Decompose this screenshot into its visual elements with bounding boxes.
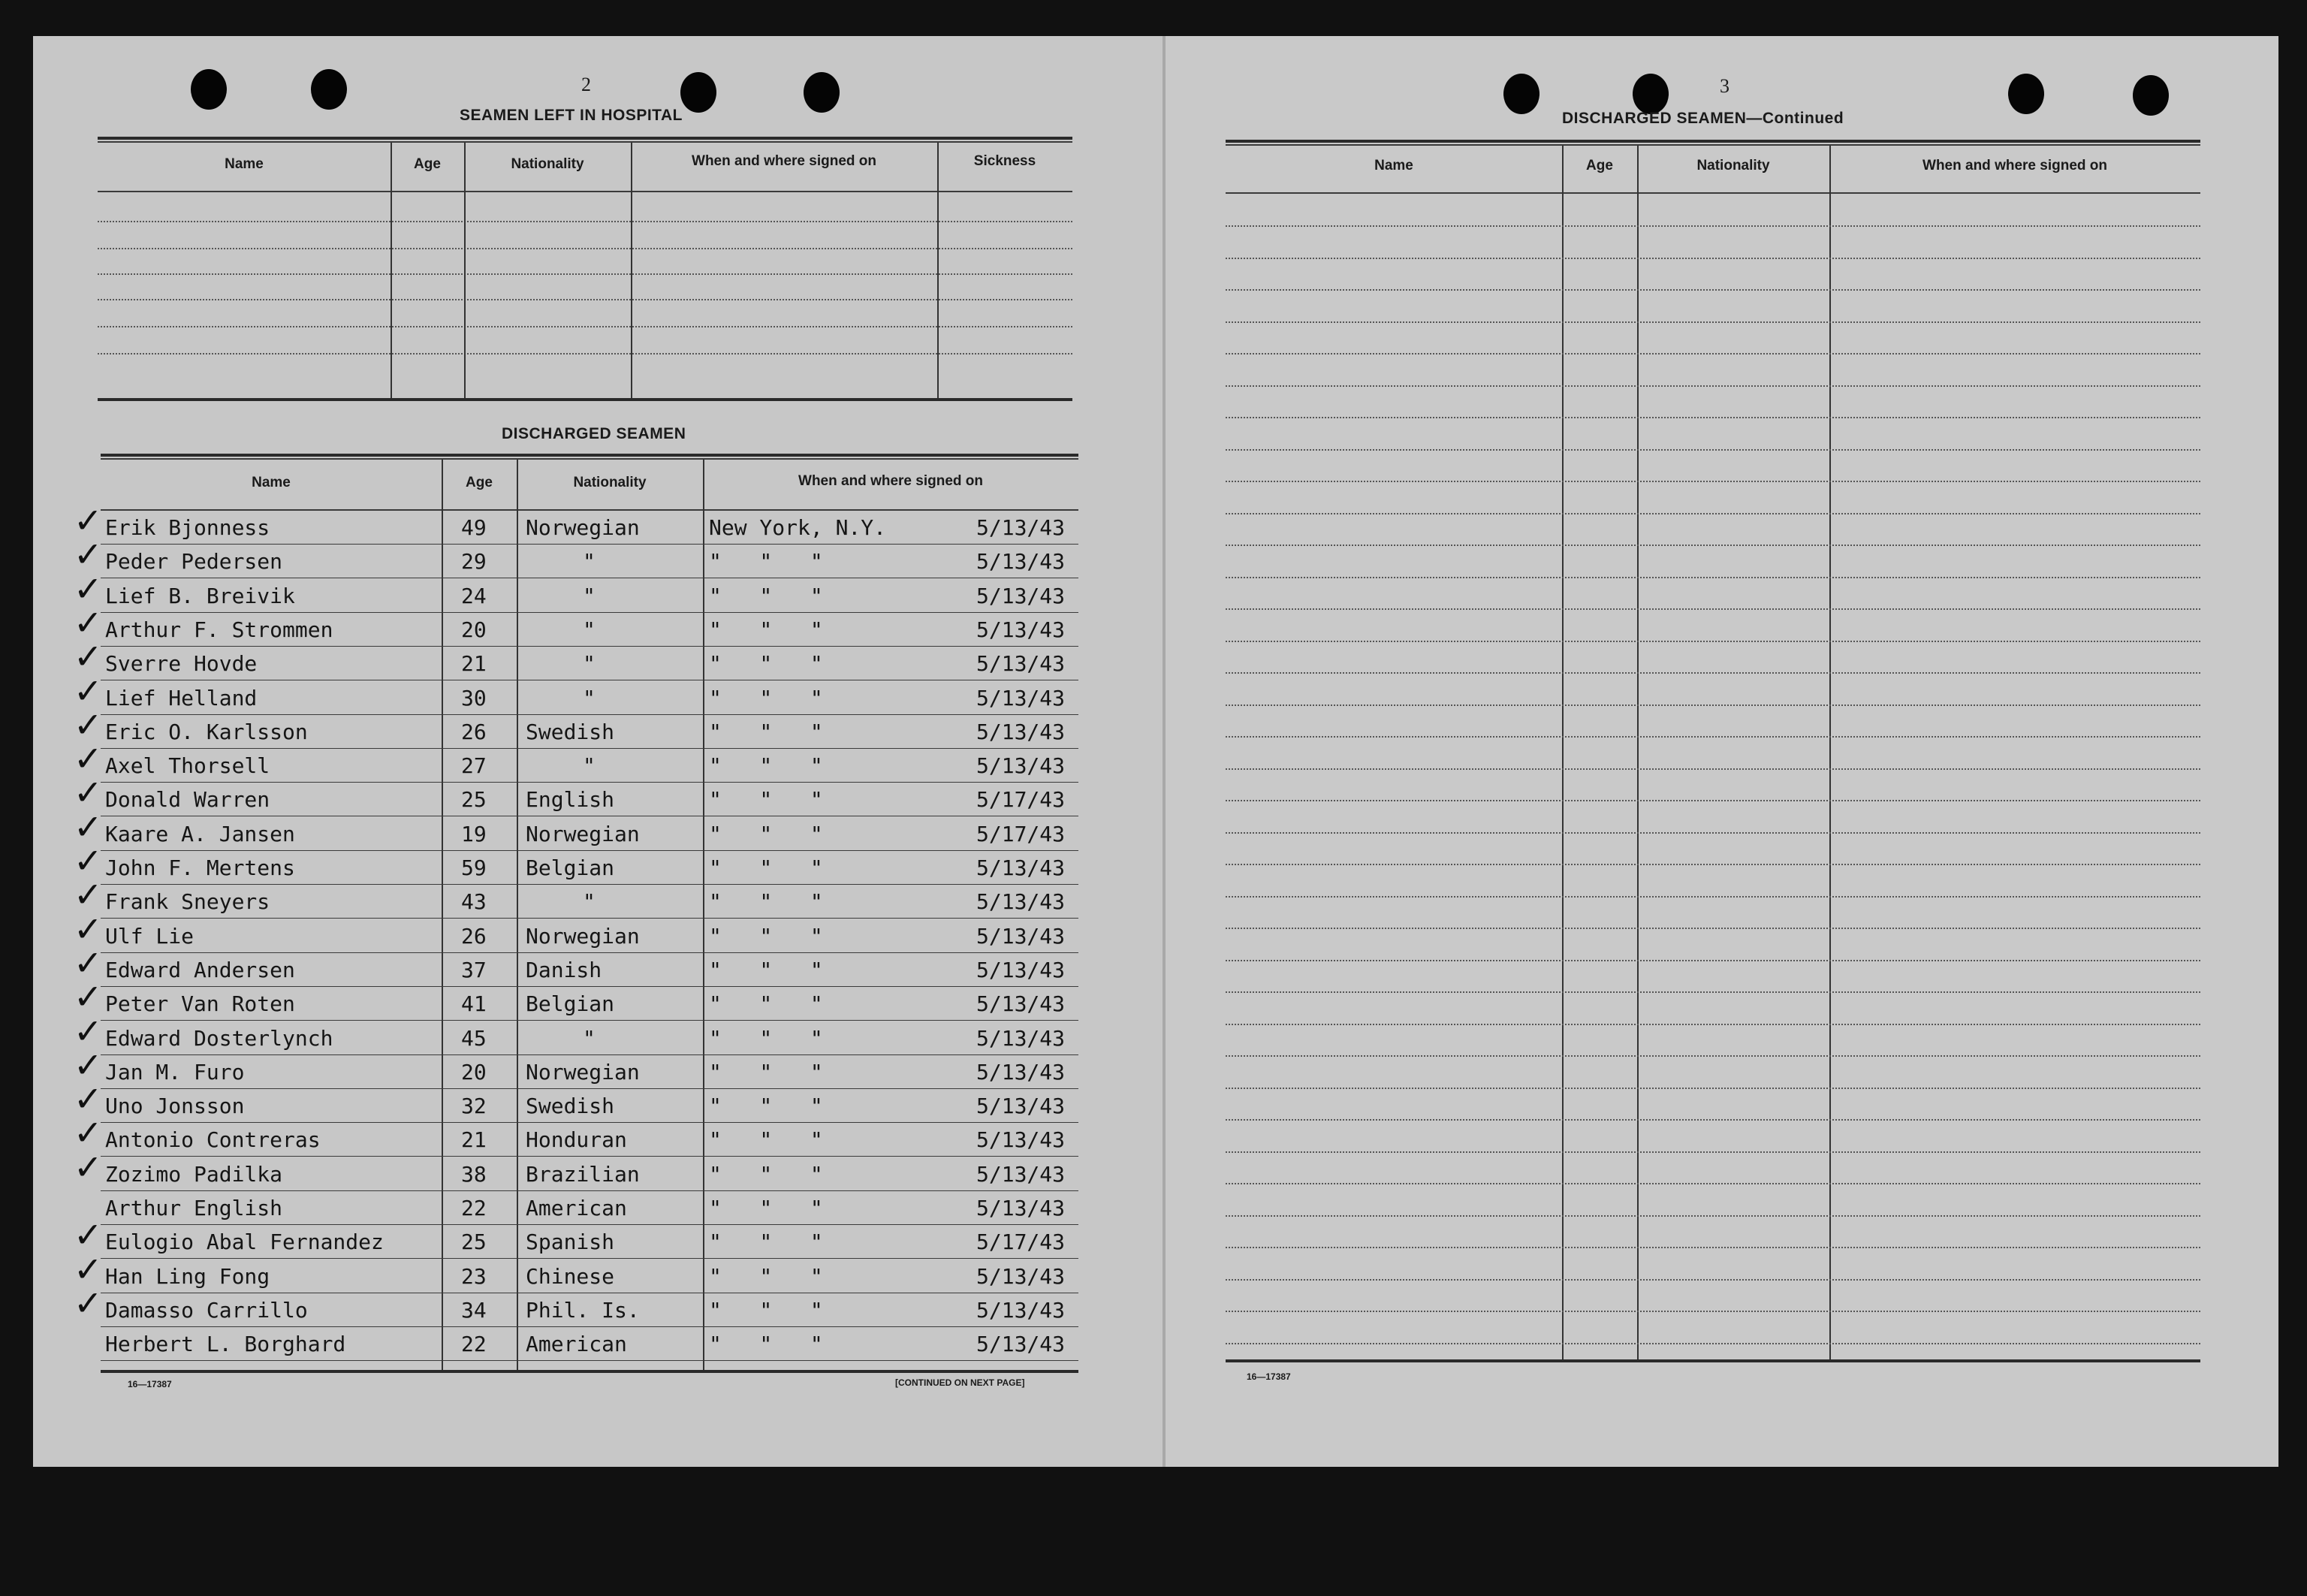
- seaman-name: Eric O. Karlsson: [105, 720, 308, 744]
- seaman-name: Eulogio Abal Fernandez: [105, 1229, 384, 1254]
- check-mark-icon: ✓: [74, 1011, 103, 1051]
- seaman-signed-on-date: 5/13/43: [976, 651, 1066, 676]
- seaman-signed-on-date: 5/13/43: [976, 1196, 1066, 1220]
- seaman-row: [0, 874, 1081, 920]
- table-rule: [98, 137, 1072, 140]
- table-rule: [101, 509, 1078, 511]
- entry-line: [1226, 1311, 2200, 1312]
- seaman-signed-on-place: " " ": [709, 924, 823, 949]
- check-mark-icon: ✓: [74, 671, 103, 711]
- seaman-signed-on-place: " " ": [709, 720, 823, 744]
- form-number: 16—17387: [1247, 1371, 1291, 1382]
- entry-line: [1226, 800, 2200, 801]
- check-mark-icon: ✓: [74, 874, 103, 915]
- seaman-signed-on-date: 5/13/43: [976, 584, 1066, 608]
- seaman-signed-on-date: 5/13/43: [976, 686, 1066, 711]
- seaman-row: [0, 602, 1081, 648]
- seaman-age: 19: [461, 822, 487, 846]
- row-rule: [101, 850, 1078, 851]
- seaman-age: 59: [461, 855, 487, 880]
- seaman-nationality: Norwegian: [526, 1060, 640, 1085]
- seaman-age: 37: [461, 958, 487, 982]
- seaman-signed-on-place: " " ": [709, 686, 823, 711]
- seaman-age: 34: [461, 1298, 487, 1323]
- punch-hole: [2008, 74, 2044, 114]
- seaman-row: [0, 534, 1081, 580]
- punch-hole: [804, 72, 840, 113]
- table-rule: [98, 398, 1072, 401]
- punch-hole: [191, 69, 227, 110]
- seaman-nationality: Honduran: [526, 1127, 627, 1152]
- seaman-nationality: Danish: [526, 958, 602, 982]
- row-rule: [101, 1190, 1078, 1191]
- seaman-signed-on-place: " " ": [709, 1196, 823, 1220]
- seaman-row: [0, 1011, 1081, 1057]
- seaman-signed-on-date: 5/13/43: [976, 1127, 1066, 1152]
- row-rule: [101, 1156, 1078, 1157]
- entry-line: [1226, 481, 2200, 482]
- right-page: [1164, 36, 2278, 1467]
- check-mark-icon: ✓: [74, 738, 103, 779]
- check-mark-icon: ✓: [74, 943, 103, 983]
- seaman-row: [0, 1112, 1081, 1158]
- seaman-nationality: ": [583, 617, 596, 642]
- entry-line: [1226, 1088, 2200, 1089]
- entry-line: [1226, 577, 2200, 578]
- row-rule: [101, 1326, 1078, 1327]
- seaman-name: Edward Andersen: [105, 958, 295, 982]
- seaman-age: 25: [461, 787, 487, 812]
- column-divider: [464, 143, 466, 398]
- continued-header-age: Age: [1586, 158, 1613, 173]
- check-mark-icon: ✓: [74, 704, 103, 745]
- seaman-age: 20: [461, 617, 487, 642]
- seaman-nationality: Norwegian: [526, 515, 640, 540]
- seaman-age: 43: [461, 889, 487, 914]
- seaman-nationality: ": [583, 889, 596, 914]
- seaman-row: [0, 704, 1081, 750]
- seaman-nationality: Belgian: [526, 855, 615, 880]
- seaman-age: 22: [461, 1332, 487, 1356]
- hospital-header-age: Age: [414, 156, 441, 172]
- seaman-signed-on-date: 5/17/43: [976, 822, 1066, 846]
- discharged-header-age: Age: [466, 475, 493, 490]
- entry-line: [98, 299, 1072, 300]
- seaman-signed-on-place: " " ": [709, 549, 823, 574]
- seaman-row: [0, 909, 1081, 955]
- table-rule: [98, 191, 1072, 192]
- seaman-name: Antonio Contreras: [105, 1127, 321, 1152]
- seaman-age: 27: [461, 753, 487, 778]
- seaman-age: 45: [461, 1026, 487, 1051]
- seaman-signed-on-date: 5/13/43: [976, 991, 1066, 1016]
- table-rule: [101, 1370, 1078, 1373]
- row-rule: [101, 1360, 1078, 1361]
- seaman-age: 20: [461, 1060, 487, 1085]
- entry-line: [98, 221, 1072, 222]
- seaman-age: 22: [461, 1196, 487, 1220]
- page-number: 2: [581, 74, 591, 95]
- seaman-signed-on-place: " " ": [709, 991, 823, 1016]
- entry-line: [1226, 608, 2200, 610]
- seaman-name: Uno Jonsson: [105, 1094, 245, 1118]
- column-divider: [1637, 146, 1639, 1361]
- discharged-header-nationality: Nationality: [573, 475, 647, 490]
- entry-line: [1226, 258, 2200, 259]
- discharged-header-signed-on: When and where signed on: [798, 473, 983, 489]
- entry-line: [1226, 672, 2200, 674]
- table-rule: [1226, 1359, 2200, 1362]
- seaman-name: Lief B. Breivik: [105, 584, 295, 608]
- seaman-name: Jan M. Furo: [105, 1060, 245, 1085]
- seaman-nationality: English: [526, 787, 615, 812]
- entry-line: [1226, 225, 2200, 227]
- table-rule: [101, 458, 1078, 460]
- column-divider: [937, 143, 939, 398]
- entry-line: [1226, 832, 2200, 834]
- check-mark-icon: ✓: [74, 909, 103, 949]
- seaman-signed-on-place: " " ": [709, 822, 823, 846]
- seaman-signed-on-date: 5/13/43: [976, 617, 1066, 642]
- continued-note: [CONTINUED ON NEXT PAGE]: [895, 1377, 1025, 1388]
- entry-line: [1226, 1119, 2200, 1121]
- seaman-row: [0, 671, 1081, 717]
- seaman-signed-on-place: " " ": [709, 651, 823, 676]
- seaman-name: Peter Van Roten: [105, 991, 295, 1016]
- discharged-section-title: DISCHARGED SEAMEN: [502, 425, 686, 442]
- page-number: 3: [1720, 75, 1729, 97]
- continued-header-name: Name: [1374, 158, 1413, 173]
- seaman-age: 21: [461, 651, 487, 676]
- seaman-row: [0, 636, 1081, 682]
- column-divider: [631, 143, 632, 398]
- seaman-signed-on-date: 5/13/43: [976, 1094, 1066, 1118]
- check-mark-icon: ✓: [74, 602, 103, 643]
- check-mark-icon: ✓: [74, 1249, 103, 1290]
- check-mark-icon: ✓: [74, 569, 103, 609]
- entry-line: [1226, 385, 2200, 387]
- seaman-row: [0, 772, 1081, 818]
- check-mark-icon: ✓: [74, 772, 103, 813]
- seaman-row: [0, 1045, 1081, 1091]
- entry-line: [1226, 864, 2200, 865]
- entry-line: [1226, 321, 2200, 323]
- seaman-signed-on-place: " " ": [709, 617, 823, 642]
- punch-hole: [680, 72, 716, 113]
- seaman-row: [0, 1329, 1081, 1362]
- entry-line: [1226, 704, 2200, 706]
- seaman-nationality: ": [583, 753, 596, 778]
- row-rule: [101, 714, 1078, 715]
- discharged-header-name: Name: [252, 475, 291, 490]
- seaman-age: 30: [461, 686, 487, 711]
- seaman-signed-on-place: " " ": [709, 1298, 823, 1323]
- entry-line: [1226, 641, 2200, 642]
- entry-line: [98, 353, 1072, 354]
- seaman-signed-on-place: " " ": [709, 1264, 823, 1289]
- seaman-row: [0, 1283, 1081, 1329]
- seaman-signed-on-place: " " ": [709, 958, 823, 982]
- seaman-signed-on-place: New York, N.Y.: [709, 515, 887, 540]
- entry-line: [1226, 513, 2200, 514]
- seaman-name: Erik Bjonness: [105, 515, 270, 540]
- seaman-signed-on-date: 5/13/43: [976, 1162, 1066, 1187]
- seaman-age: 23: [461, 1264, 487, 1289]
- seaman-row: [0, 1193, 1081, 1226]
- seaman-row: [0, 976, 1081, 1022]
- entry-line: [1226, 1279, 2200, 1281]
- column-divider: [1829, 146, 1831, 1361]
- seaman-signed-on-date: 5/13/43: [976, 1332, 1066, 1356]
- check-mark-icon: ✓: [74, 1079, 103, 1119]
- seaman-nationality: American: [526, 1196, 627, 1220]
- seaman-name: Arthur English: [105, 1196, 283, 1220]
- seaman-signed-on-date: 5/13/43: [976, 924, 1066, 949]
- check-mark-icon: ✓: [74, 1147, 103, 1187]
- hospital-header-signed-on: When and where signed on: [692, 153, 876, 169]
- check-mark-icon: ✓: [74, 1112, 103, 1153]
- seaman-nationality: Phil. Is.: [526, 1298, 640, 1323]
- row-rule: [101, 1020, 1078, 1021]
- row-rule: [101, 646, 1078, 647]
- seaman-name: John F. Mertens: [105, 855, 295, 880]
- entry-line: [1226, 928, 2200, 929]
- form-number: 16—17387: [128, 1379, 172, 1389]
- seaman-row: [0, 569, 1081, 614]
- seaman-nationality: ": [583, 549, 596, 574]
- check-mark-icon: ✓: [74, 840, 103, 881]
- seaman-row: [0, 840, 1081, 886]
- seaman-nationality: ": [583, 1026, 596, 1051]
- row-rule: [101, 986, 1078, 987]
- column-divider: [1562, 146, 1564, 1361]
- seaman-row: [0, 738, 1081, 784]
- continued-section-title: DISCHARGED SEAMEN—Continued: [1562, 110, 1844, 127]
- seaman-name: Herbert L. Borghard: [105, 1332, 346, 1356]
- page-fold: [1163, 36, 1166, 1467]
- seaman-name: Frank Sneyers: [105, 889, 270, 914]
- hospital-section-title: SEAMEN LEFT IN HOSPITAL: [460, 107, 683, 124]
- seaman-name: Kaare A. Jansen: [105, 822, 295, 846]
- entry-line: [1226, 1024, 2200, 1025]
- seaman-row: [0, 943, 1081, 988]
- seaman-signed-on-date: 5/17/43: [976, 787, 1066, 812]
- entry-line: [1226, 1343, 2200, 1344]
- check-mark-icon: ✓: [74, 1214, 103, 1255]
- seaman-age: 49: [461, 515, 487, 540]
- seaman-name: Sverre Hovde: [105, 651, 258, 676]
- seaman-signed-on-date: 5/13/43: [976, 515, 1066, 540]
- seaman-row: [0, 500, 1081, 546]
- seaman-age: 38: [461, 1162, 487, 1187]
- seaman-nationality: Norwegian: [526, 924, 640, 949]
- entry-line: [1226, 545, 2200, 546]
- entry-line: [1226, 768, 2200, 770]
- entry-line: [1226, 1183, 2200, 1184]
- seaman-name: Ulf Lie: [105, 924, 195, 949]
- entry-line: [1226, 1055, 2200, 1057]
- row-rule: [101, 544, 1078, 545]
- seaman-age: 26: [461, 924, 487, 949]
- seaman-nationality: Belgian: [526, 991, 615, 1016]
- seaman-signed-on-place: " " ": [709, 1332, 823, 1356]
- seaman-signed-on-place: " " ": [709, 1229, 823, 1254]
- check-mark-icon: ✓: [74, 807, 103, 847]
- seaman-signed-on-date: 5/17/43: [976, 1229, 1066, 1254]
- check-mark-icon: ✓: [74, 500, 103, 541]
- seaman-signed-on-place: " " ": [709, 1060, 823, 1085]
- seaman-signed-on-date: 5/13/43: [976, 1298, 1066, 1323]
- entry-line: [1226, 960, 2200, 961]
- seaman-signed-on-place: " " ": [709, 855, 823, 880]
- entry-line: [1226, 1151, 2200, 1153]
- check-mark-icon: ✓: [74, 636, 103, 677]
- seaman-age: 21: [461, 1127, 487, 1152]
- entry-line: [98, 248, 1072, 249]
- seaman-nationality: Brazilian: [526, 1162, 640, 1187]
- row-rule: [101, 1122, 1078, 1123]
- seaman-signed-on-place: " " ": [709, 1094, 823, 1118]
- entry-line: [1226, 353, 2200, 354]
- row-rule: [101, 918, 1078, 919]
- check-mark-icon: ✓: [74, 534, 103, 575]
- seaman-row: [0, 1079, 1081, 1124]
- table-rule: [98, 141, 1072, 143]
- seaman-signed-on-date: 5/13/43: [976, 1264, 1066, 1289]
- entry-line: [98, 326, 1072, 327]
- seaman-nationality: Spanish: [526, 1229, 615, 1254]
- seaman-row: [0, 1147, 1081, 1193]
- check-mark-icon: ✓: [74, 1045, 103, 1085]
- row-rule: [101, 952, 1078, 953]
- seaman-signed-on-place: " " ": [709, 889, 823, 914]
- seaman-signed-on-place: " " ": [709, 1127, 823, 1152]
- seaman-nationality: ": [583, 686, 596, 711]
- seaman-signed-on-place: " " ": [709, 584, 823, 608]
- row-rule: [101, 782, 1078, 783]
- seaman-age: 29: [461, 549, 487, 574]
- hospital-header-nationality: Nationality: [511, 156, 584, 172]
- table-rule: [1226, 140, 2200, 143]
- check-mark-icon: ✓: [74, 1283, 103, 1323]
- seaman-age: 41: [461, 991, 487, 1016]
- table-rule: [101, 454, 1078, 457]
- entry-line: [1226, 449, 2200, 451]
- hospital-header-sickness: Sickness: [973, 153, 1036, 169]
- seaman-age: 24: [461, 584, 487, 608]
- continued-header-nationality: Nationality: [1696, 158, 1770, 173]
- seaman-age: 32: [461, 1094, 487, 1118]
- seaman-signed-on-date: 5/13/43: [976, 720, 1066, 744]
- seaman-nationality: American: [526, 1332, 627, 1356]
- seaman-name: Damasso Carrillo: [105, 1298, 308, 1323]
- row-rule: [101, 748, 1078, 749]
- seaman-name: Zozimo Padilka: [105, 1162, 283, 1187]
- seaman-name: Lief Helland: [105, 686, 258, 711]
- table-rule: [1226, 192, 2200, 194]
- seaman-name: Axel Thorsell: [105, 753, 270, 778]
- entry-line: [1226, 991, 2200, 993]
- seaman-signed-on-place: " " ": [709, 1026, 823, 1051]
- seaman-age: 26: [461, 720, 487, 744]
- seaman-signed-on-place: " " ": [709, 787, 823, 812]
- seaman-nationality: ": [583, 651, 596, 676]
- punch-hole: [1633, 74, 1669, 114]
- seaman-signed-on-place: " " ": [709, 753, 823, 778]
- seaman-signed-on-date: 5/13/43: [976, 855, 1066, 880]
- seaman-row: [0, 1214, 1081, 1260]
- seaman-name: Peder Pedersen: [105, 549, 283, 574]
- check-mark-icon: ✓: [74, 976, 103, 1017]
- punch-hole: [311, 69, 347, 110]
- punch-hole: [1503, 74, 1540, 114]
- seaman-name: Arthur F. Strommen: [105, 617, 333, 642]
- entry-line: [1226, 736, 2200, 738]
- entry-line: [1226, 289, 2200, 291]
- seaman-row: [0, 1249, 1081, 1295]
- seaman-nationality: ": [583, 584, 596, 608]
- table-rule: [1226, 144, 2200, 146]
- seaman-signed-on-date: 5/13/43: [976, 1026, 1066, 1051]
- entry-line: [1226, 896, 2200, 898]
- row-rule: [101, 884, 1078, 885]
- row-rule: [101, 1088, 1078, 1089]
- continued-header-signed-on: When and where signed on: [1922, 158, 2107, 173]
- seaman-nationality: Swedish: [526, 720, 615, 744]
- seaman-signed-on-date: 5/13/43: [976, 549, 1066, 574]
- entry-line: [98, 273, 1072, 275]
- seaman-signed-on-date: 5/13/43: [976, 753, 1066, 778]
- seaman-signed-on-date: 5/13/43: [976, 958, 1066, 982]
- row-rule: [101, 612, 1078, 613]
- seaman-signed-on-place: " " ": [709, 1162, 823, 1187]
- seaman-age: 25: [461, 1229, 487, 1254]
- seaman-nationality: Chinese: [526, 1264, 615, 1289]
- entry-line: [1226, 417, 2200, 418]
- seaman-name: Han Ling Fong: [105, 1264, 270, 1289]
- seaman-nationality: Norwegian: [526, 822, 640, 846]
- seaman-signed-on-date: 5/13/43: [976, 1060, 1066, 1085]
- hospital-header-name: Name: [225, 156, 264, 172]
- row-rule: [101, 1054, 1078, 1055]
- seaman-nationality: Swedish: [526, 1094, 615, 1118]
- row-rule: [101, 1258, 1078, 1259]
- row-rule: [101, 1224, 1078, 1225]
- seaman-name: Donald Warren: [105, 787, 270, 812]
- entry-line: [1226, 1247, 2200, 1248]
- punch-hole: [2133, 75, 2169, 116]
- seaman-row: [0, 807, 1081, 852]
- seaman-name: Edward Dosterlynch: [105, 1026, 333, 1051]
- seaman-signed-on-date: 5/13/43: [976, 889, 1066, 914]
- column-divider: [391, 143, 392, 398]
- entry-line: [1226, 1215, 2200, 1217]
